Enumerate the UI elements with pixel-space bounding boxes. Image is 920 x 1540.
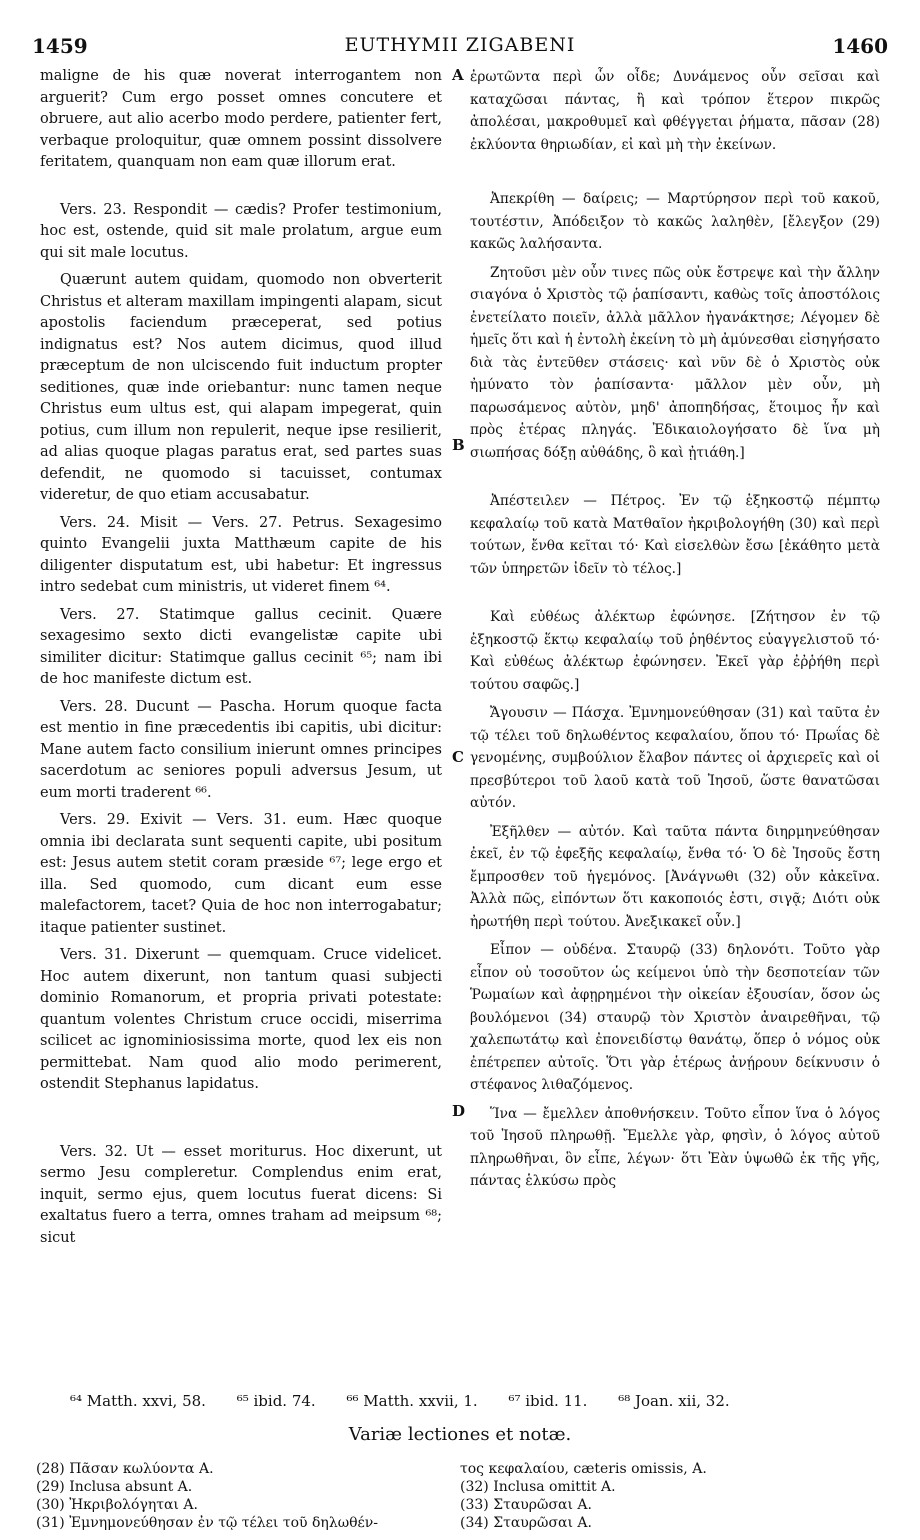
variant-note: (33) Σταυρῶσαι A. [460, 1497, 592, 1513]
latin-paragraph: Quærunt autem quidam, quomodo non obverterit Christus et alteram maxillam impingenti alapam, sicut apostolis faciendum præceperat, sed potius indignatus est? Nos autem dicimus, quod illud præceptum de non ulciscendo fuit inductum propter seditiones, quæ inde oriebantur: nunc tamen neque Christus eum ultus est, qui alapam impegerat, quin potius, cum illum non repulerit, neque ipse resilierit, ad alias quoque plagas paratus erat, sed partes suas defendit, ne quomodo si tacuisset, contumax videretur, de quo etiam accusabatur. [40, 272, 442, 503]
variant-note: (31) Ἐμνημονεύθησαν ἐν τῷ τέλει τοῦ δηλωθέν- [36, 1515, 379, 1531]
footnote: ⁶⁸ Joan. xii, 32. [618, 1392, 730, 1410]
footnote: ⁶⁵ ibid. 74. [236, 1392, 316, 1410]
latin-paragraph: Vers. 29. Exivit — Vers. 31. eum. Hæc quoque omnia ibi declarata sunt sequenti capite, ubi positum est: Jesus autem stetit coram præside ⁶⁷; lege ergo et illa. Sed quomodo, cum dicant eum esse malefactorem, tacet? Quia de hoc non interrogabatur; itaque patienter sustinet. [40, 812, 442, 936]
page-title: EUTHYMII ZIGABENI [344, 34, 576, 56]
variant-note: (29) Inclusa absunt A. [36, 1479, 193, 1495]
variae-right-column [460, 1460, 880, 1532]
greek-paragraph: Ἀπέστειλεν — Πέτρος. Ἐν τῷ ἑξηκοστῷ πέμπτῳ κεφαλαίῳ τοῦ κατὰ Ματθαῖον ἠκριβολογήθη (30) καὶ περὶ τούτων, ἔνθα κεῖται τό· Καὶ εἰσελθὼν ἔσω [ἐκάθητο μετὰ τῶν ὑπηρετῶν ἰδεῖν τὸ τέλος.] [470, 493, 880, 577]
margin-marker-b: B [452, 436, 465, 454]
latin-paragraph: Vers. 31. Dixerunt — quemquam. Cruce videlicet. Hoc autem dixerunt, non tantum quasi subjecti dominio Romanorum, et propria privati potestate: quantum volentes Christum cruce occidi, miserrima scilicet ac ignominiosissima morte, quod lex eis non permittebat. Nam quod alio modo perimerent, ostendit Stephanus lapidatus. [40, 947, 442, 1092]
footnote: ⁶⁷ ibid. 11. [508, 1392, 588, 1410]
variant-note: (30) Ἠκριβολόγηται A. [36, 1497, 198, 1513]
page-number-left: 1459 [32, 34, 88, 58]
greek-paragraph: ἐρωτῶντα περὶ ὧν οἶδε; Δυνάμενος οὖν σεῖσαι καὶ καταχῶσαι πάντας, ἢ καὶ τρόπον ἕτερον πικρῶς ἀπολέσαι, μακροθυμεῖ καὶ φθέγγεται ῥήματα, πᾶσαν (28) ἐκλύοντα θηριωδίαν, εἰ καὶ μὴ τὴν ἐκείνων. [470, 69, 880, 153]
footnote: ⁶⁶ Matth. xxvii, 1. [346, 1392, 478, 1410]
greek-column [470, 66, 880, 1199]
latin-paragraph: Vers. 28. Ducunt — Pascha. Horum quoque facta est mentio in fine præcedentis ibi capitis, ubi dicitur: Mane autem facto consilium inierunt omnes principes sacerdotum ac seniores populi adversus Jesum, ut eum morti traderent ⁶⁶. [40, 698, 442, 801]
latin-paragraph: Vers. 32. Ut — esset moriturus. Hoc dixerunt, ut sermo Jesu compleretur. Complendus enim erat, inquit, sermo ejus, quem locutus fuerat dicens: Si exaltatus fuero a terra, omnes traham ad meipsum ⁶⁸; sicut [40, 1143, 442, 1246]
running-header [32, 34, 888, 62]
variae-left-column [36, 1460, 446, 1532]
greek-paragraph: Ἄγουσιν — Πάσχα. Ἐμνημονεύθησαν (31) καὶ ταῦτα ἐν τῷ τέλει τοῦ δηλωθέντος κεφαλαίου, ὅπου τό· Πρωΐας δὲ γενομένης, συμβούλιον ἔλαβον πάντες οἱ ἀρχιερεῖς καὶ οἱ πρεσβύτεροι τοῦ λαοῦ κατὰ τοῦ Ἰησοῦ, ὥστε θανατῶσαι αὐτόν. [470, 705, 880, 811]
greek-paragraph: Ἐξῆλθεν — αὐτόν. Καὶ ταῦτα πάντα διηρμηνεύθησαν ἐκεῖ, ἐν τῷ ἐφεξῆς κεφαλαίῳ, ἔνθα τό· Ὁ δὲ Ἰησοῦς ἔστη ἔμπροσθεν τοῦ ἡγεμόνος. [Ἀνάγνωθι (32) οὖν κἀκεῖνα. Ἀλλὰ πῶς, εἰπόντων ὅτι κακοποιός ἐστι, σιγᾷ; Διότι οὐκ ἠρωτήθη περὶ τούτου. Ἀνεξικακεῖ οὖν.] [470, 823, 880, 930]
greek-paragraph: Ἵνα — ἔμελλεν ἀποθνήσκειν. Τοῦτο εἶπον ἵνα ὁ λόγος τοῦ Ἰησοῦ πληρωθῇ. Ἔμελλε γὰρ, φησὶν, ὁ λόγος αὐτοῦ πληρωθῆναι, ὃν εἶπε, λέγων· ὅτι Ἐὰν ὑψωθῶ ἐκ τῆς γῆς, πάντας ἑλκύσω πρὸς [470, 1105, 880, 1189]
latin-paragraph: Vers. 27. Statimque gallus cecinit. Quære sexagesimo sexto dicti evangelistæ capite ubi similiter dicitur: Statimque gallus cecinit ⁶⁵; nam ibi de hoc manifeste dictum est. [40, 606, 442, 687]
page-number-right: 1460 [832, 34, 888, 58]
variant-note: (34) Σταυρῶσαι A. [460, 1515, 592, 1531]
variant-note: τος κεφαλαίου, cæteris omissis, A. [460, 1461, 707, 1477]
greek-paragraph: Καὶ εὐθέως ἀλέκτωρ ἐφώνησε. [Ζήτησον ἐν τῷ ἑξηκοστῷ ἕκτῳ κεφαλαίῳ τοῦ ῥηθέντος εὐαγγελιστοῦ τό· Καὶ εὐθέως ἀλέκτωρ ἐφώνησεν. Ἐκεῖ γὰρ ἐῤῥήθη περὶ τούτου σαφῶς.] [470, 609, 880, 693]
footnotes [70, 1392, 850, 1410]
greek-paragraph: Ζητοῦσι μὲν οὖν τινες πῶς οὐκ ἔστρεψε καὶ τὴν ἄλλην σιαγόνα ὁ Χριστὸς τῷ ῥαπίσαντι, καθὼς τοῖς ἀποστόλοις ἐνετείλατο ποιεῖν, ἀλλὰ μᾶλλον ἠγανάκτησε; Λέγομεν δὲ ἡμεῖς ὅτι καὶ ἡ ἐντολὴ ἐκείνη τὸ μὴ ἀμύνεσθαι εἰσηγήσατο διὰ τὰς ἐντεῦθεν στάσεις· καὶ νῦν δὲ ὁ Χριστὸς οὐκ ἠμύνατο τὸν ῥαπίσαντα· μᾶλλον μὲν οὖν, μὴ παρωσάμενος αὐτὸν, μηδ' ἀποπηδήσας, ἕτοιμος ἦν καὶ πρὸς ἑτέρας πληγάς. Ἐδικαιολογήσατο δὲ ἵνα μὴ σιωπήσας δόξῃ αὐθάδης, ὃ καὶ ᾐτιάθη.] [470, 264, 880, 461]
latin-paragraph: maligne de his quæ noverat interrogantem non arguerit? Cum ergo posset omnes concutere et obruere, aut alio acerbo modo perdere, patienter fert, verbaque proloquitur, quæ omnem possint dissolvere feritatem, quanquam non eam quæ illorum erat. [40, 68, 442, 170]
footnote: ⁶⁴ Matth. xxvi, 58. [70, 1392, 206, 1410]
latin-column [40, 66, 442, 1255]
margin-marker-d: D [452, 1102, 466, 1120]
latin-paragraph: Vers. 23. Respondit — cædis? Profer testimonium, hoc est, ostende, quid sit male prolatum, argue eum qui sit male locutus. [40, 201, 442, 261]
greek-paragraph: Εἶπον — οὐδένα. Σταυρῷ (33) δηλονότι. Τοῦτο γὰρ εἶπον οὐ τοσοῦτον ὡς κείμενοι ὑπὸ τὴν δεσποτείαν τῶν Ῥωμαίων καὶ ἀφῃρημένοι τὴν οἰκείαν ἐξουσίαν, ὅσον ὡς βουλόμενοι (34) σταυρῷ τὸν Χριστὸν ἀναιρεθῆναι, τῷ χαλεπωτάτῳ καὶ ἐπονειδίστῳ θανάτῳ, ὅπερ ὁ νόμος οὐκ ἐπέτρεπεν αὐτοῖς. Ὅτι γὰρ ἑτέρως ἀνῄρουν δείκνυσιν ὁ στέφανος λιθαζόμενος. [470, 942, 880, 1093]
greek-paragraph: Ἀπεκρίθη — δαίρεις; — Μαρτύρησον περὶ τοῦ κακοῦ, τουτέστιν, Ἀπόδειξον τὸ κακῶς λαληθὲν, [ἔλεγξον (29) κακῶς λαλήσαντα. [470, 191, 880, 252]
variae-title: Variæ lectiones et notæ. [348, 1424, 572, 1445]
margin-marker-a: A [452, 66, 464, 84]
latin-paragraph: Vers. 24. Misit — Vers. 27. Petrus. Sexagesimo quinto Evangelii juxta Matthæum capite de his diligenter disputatum est, ubi habetur: Et ingressus intro sedebat cum ministris, ut videret finem ⁶⁴. [40, 514, 442, 595]
variant-note: (32) Inclusa omittit A. [460, 1479, 616, 1495]
variant-note: (28) Πᾶσαν κωλύοντα A. [36, 1461, 214, 1477]
margin-marker-c: C [452, 748, 464, 766]
